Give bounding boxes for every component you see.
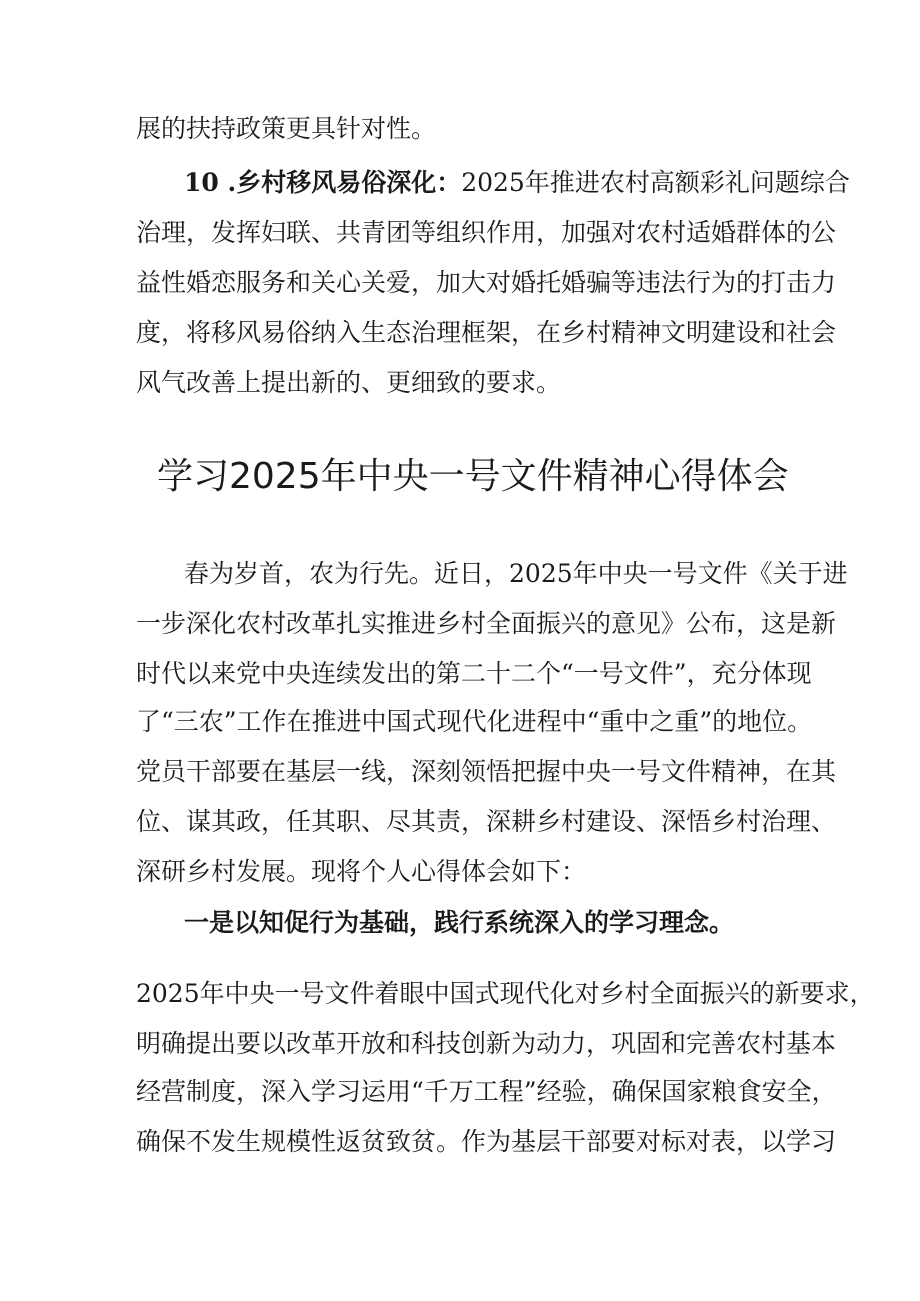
paragraph-1-line: 位、谋其政，任其职、尽其责，深耕乡村建设、深悟乡村治理、	[136, 807, 837, 836]
item-10-line: 治理，发挥妇联、共青团等组织作用，加强对农村适婚群体的公	[136, 218, 837, 247]
paragraph-2-line: 确保不发生规模性返贫致贫。作为基层干部要对标对表，以学习	[136, 1127, 837, 1156]
paragraph-1-line: 一步深化农村改革扎实推进乡村全面振兴的意见》公布，这是新	[136, 609, 837, 638]
item-10-first-line	[184, 167, 920, 199]
item-10-line: 风气改善上提出新的、更细致的要求。	[136, 368, 562, 397]
section-1-heading: 一是以知促行为基础，践行系统深入的学习理念。	[184, 908, 735, 937]
intro-line: 展的扶持政策更具针对性。	[136, 114, 437, 143]
paragraph-2-line: 2025年中央一号文件着眼中国式现代化对乡村全面振兴的新要求，	[136, 979, 875, 1008]
paragraph-2-line: 经营制度，深入学习运用“千万工程”经验，确保国家粮食安全，	[136, 1077, 837, 1106]
paragraph-1-line: 春为岁首，农为行先。近日，2025年中央一号文件《关于进	[184, 559, 848, 588]
item-10-heading: 10 .乡村移风易俗深化：	[184, 168, 462, 197]
paragraph-1-line: 时代以来党中央连续发出的第二十二个“一号文件”，充分体现	[136, 659, 812, 688]
item-10-line: 度，将移风易俗纳入生态治理框架，在乡村精神文明建设和社会	[136, 318, 837, 347]
paragraph-2-line: 明确提出要以改革开放和科技创新为动力，巩固和完善农村基本	[136, 1029, 837, 1058]
article-title: 学习2025年中央一号文件精神心得体会	[157, 456, 789, 497]
paragraph-1-line: 党员干部要在基层一线，深刻领悟把握中央一号文件精神，在其	[136, 757, 837, 786]
paragraph-1-line: 深研乡村发展。现将个人心得体会如下：	[136, 857, 587, 886]
paragraph-1-line: 了“三农”工作在推进中国式现代化进程中“重中之重”的地位。	[136, 707, 813, 736]
item-10-line: 益性婚恋服务和关心关爱，加大对婚托婚骗等违法行为的打击力	[136, 268, 837, 297]
item-10-first-line-text: 2025年推进农村高额彩礼问题综合	[461, 168, 850, 197]
